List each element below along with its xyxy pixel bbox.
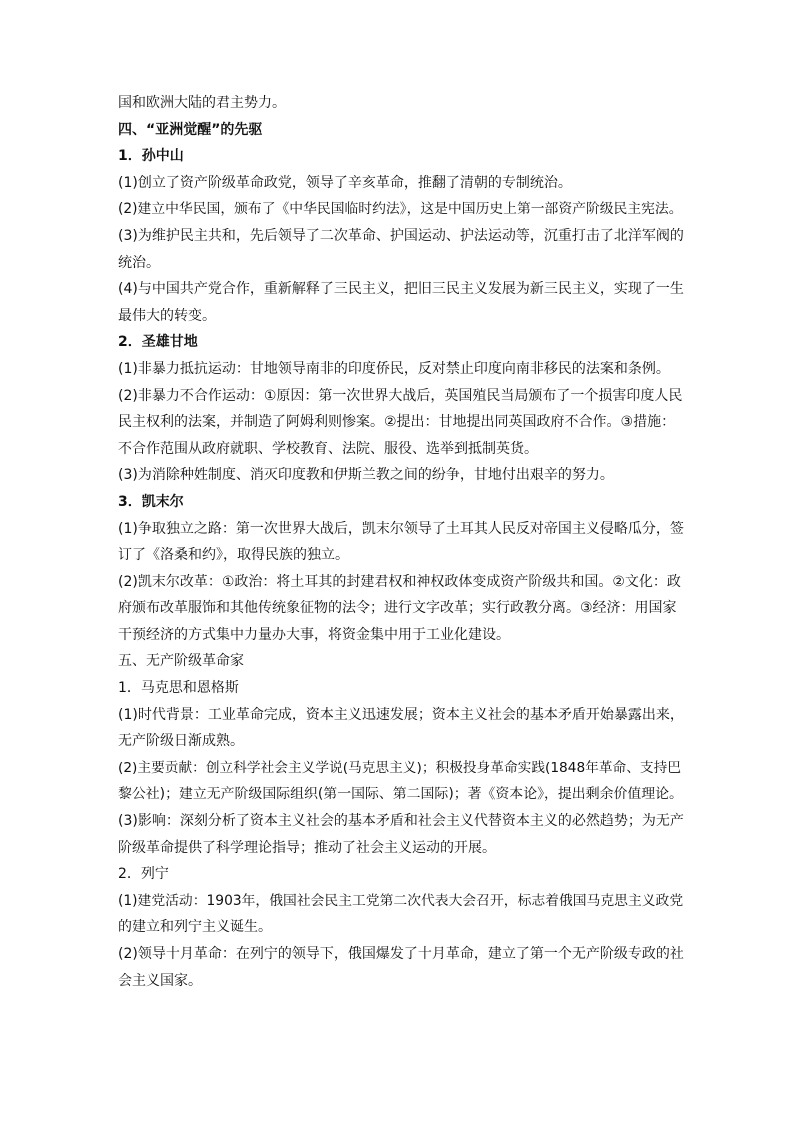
paragraph-line: (2)非暴力不合作运动：①原因：第一次世界大战后，英国殖民当局颁布了一个损害印度人民: [118, 387, 683, 404]
paragraph-line: 会主义国家。: [118, 972, 202, 989]
subheading-sun-yat-sen: 1．孙中山: [118, 148, 184, 165]
paragraph-line: (1)时代背景：工业革命完成，资本主义迅速发展；资本主义社会的基本矛盾开始暴露出来，: [118, 706, 684, 723]
paragraph-line: (4)与中国共产党合作，重新解释了三民主义，把旧三民主义发展为新三民主义，实现了一生: [118, 281, 684, 298]
paragraph-line: (2)领导十月革命：在列宁的领导下，俄国爆发了十月革命，建立了第一个无产阶级专政的社: [118, 946, 684, 962]
paragraph-line: (1)创立了资产阶级革命政党，领导了辛亥革命，推翻了清朝的专制统治。: [118, 174, 572, 191]
subheading-gandhi: 2．圣雄甘地: [118, 334, 198, 351]
paragraph-line: 民主权利的法案，并制造了阿姆利则惨案。②提出：甘地提出同英国政府不合作。③措施：: [118, 414, 676, 431]
paragraph-line: 府颁布改革服饰和其他传统象征物的法令；进行文字改革；实行政教分离。③经济：用国家: [118, 600, 677, 617]
paragraph-line: 的建立和列宁主义诞生。: [118, 919, 272, 936]
paragraph-line: 不合作范围从政府就职、学校教育、法院、服役、选举到抵制英货。: [118, 440, 538, 457]
paragraph-line: 干预经济的方式集中力量办大事，将资金集中用于工业化建设。: [118, 626, 510, 643]
paragraph-line: 黎公社)；建立无产阶级国际组织(第一国际、第二国际)；著《资本论》，提出剩余价值理论。: [118, 786, 683, 803]
section-heading-4: 四、“亚洲觉醒”的先驱: [118, 121, 263, 138]
subheading-lenin: 2．列宁: [118, 866, 169, 883]
paragraph-line: (1)争取独立之路：第一次世界大战后，凯末尔领导了土耳其人民反对帝国主义侵略瓜分，签: [118, 520, 684, 537]
document-body: [118, 90, 684, 994]
subheading-kemal: 3．凯末尔: [118, 493, 184, 510]
paragraph-line: 无产阶级日渐成熟。: [118, 733, 244, 750]
paragraph-line: 订了《洛桑和约》，取得民族的独立。: [118, 547, 349, 564]
paragraph-line: (3)为维护民主共和，先后领导了二次革命、护国运动、护法运动等，沉重打击了北洋军阀的: [118, 227, 684, 244]
paragraph-line: (2)主要贡献：创立科学社会主义学说(马克思主义)；积极投身革命实践(1848年革命、支持巴: [118, 759, 681, 776]
paragraph-line: 最伟大的转变。: [118, 307, 216, 324]
section-heading-5: 五、无产阶级革命家: [118, 653, 244, 670]
paragraph-line: (3)为消除种姓制度、消灭印度教和伊斯兰教之间的纷争，甘地付出艰辛的努力。: [118, 467, 614, 484]
paragraph-line: (3)影响：深刻分析了资本主义社会的基本矛盾和社会主义代替资本主义的必然趋势；为无产: [118, 813, 684, 830]
paragraph-line: (1)建党活动：1903年，俄国社会民主工党第二次代表大会召开，标志着俄国马克思主义政党: [118, 892, 684, 909]
paragraph-line: (2)建立中华民国，颁布了《中华民国临时约法》，这是中国历史上第一部资产阶级民主宪法。: [118, 201, 683, 218]
paragraph-line: (2)凯末尔改革：①政治：将土耳其的封建君权和神权政体变成资产阶级共和国。②文化：政: [118, 573, 681, 590]
subheading-marx-engels: 1．马克思和恩格斯: [118, 680, 239, 697]
paragraph-line: 国和欧洲大陆的君主势力。: [118, 95, 286, 111]
paragraph-line: (1)非暴力抵抗运动：甘地领导南非的印度侨民，反对禁止印度向南非移民的法案和条例。: [118, 360, 670, 377]
paragraph-line: 阶级革命提供了科学理论指导；推动了社会主义运动的开展。: [118, 839, 496, 856]
paragraph-line: 统治。: [118, 254, 160, 271]
